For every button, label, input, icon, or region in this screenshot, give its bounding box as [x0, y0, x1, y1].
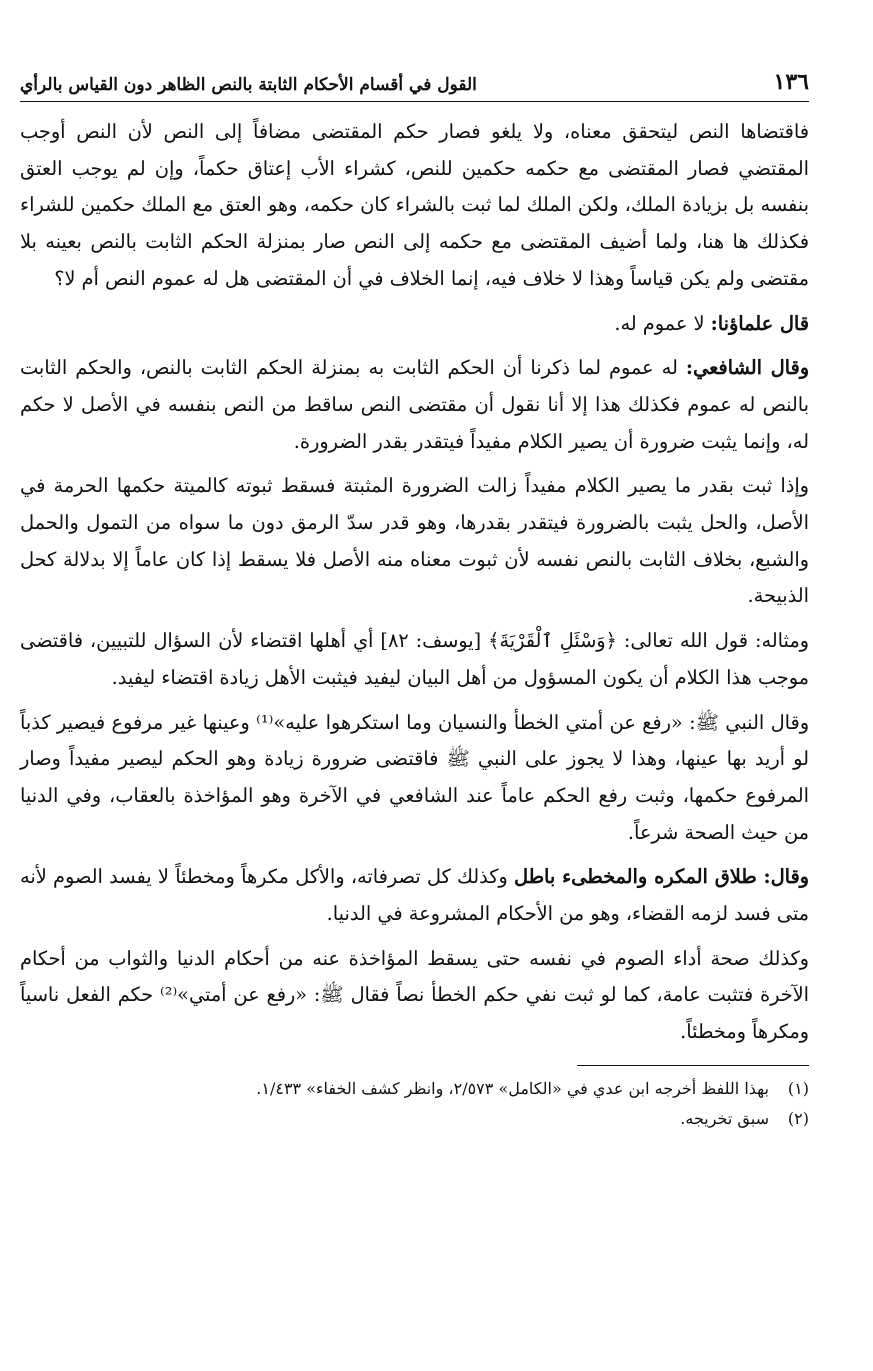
page-number: ١٣٦	[773, 69, 809, 95]
body-text	[20, 114, 809, 1051]
paragraph: وقال: طلاق المكره والمخطىء باطل وكذلك كل تصرفاته، والأكل مكرهاً ومخطئاً لا يفسد الصوم لأنه متى فسد لزمه القضاء، وهو من الأحكام المشروعة في الدنيا.	[20, 865, 809, 926]
paragraph: ومثاله: قول الله تعالى: ﴿وَسْئَلِ ٱلْقَرْيَةَ﴾ [يوسف: ٨٢] أي أهلها اقتضاء لأن السؤال للتبيين، فاقتضى موجب هذا الكلام أن يكون المسؤول من أهل البيان ليفيد فيثبت الأهل زيادة اقتضاء ليفيد.	[20, 629, 809, 689]
paragraph: وقال النبي ﷺ: «رفع عن أمتي الخطأ والنسيان وما استكرهوا عليه»⁽¹⁾ وعينها غير مرفوع فيصير كذباً لو أريد بها عينها، وهذا لا يجوز على النبي ﷺ فاقتضى ضرورة زيادة وهو الحكم ليصير مفيداً وصار المرفوع حكمها، وثبت رفع الحكم عاماً عند الشافعي في الآخرة وهو المؤاخذة بالعقاب، وفي الدنيا من حيث الصحة شرعاً.	[20, 710, 810, 844]
page-header	[20, 64, 809, 102]
paragraph: قال علماؤنا: لا عموم له.	[614, 311, 809, 335]
footnote-separator	[577, 1065, 809, 1066]
paragraph-lead: قال علماؤنا:	[710, 311, 809, 335]
footnote-text: بهذا اللفظ أخرجه ابن عدي في «الكامل» ٢/٥٧٣، وانظر كشف الخفاء» ١/٤٣٣.	[256, 1078, 769, 1098]
footnote	[20, 1104, 809, 1134]
paragraph: وقال الشافعي: له عموم لما ذكرنا أن الحكم الثابت به بمنزلة الحكم الثابت بالنص، والحكم الثابت بالنص له عموم فكذلك هذا إلا أنا نقول أن مقتضى النص ساقط من النص بنفسه في الأصل لا حكم له، وإنما يثبت ضرورة أن يصير الكلام مفيداً فيتقدر بقدر الضرورة.	[20, 356, 810, 453]
paragraph-lead: وقال: طلاق المكره والمخطىء باطل	[514, 865, 809, 889]
paragraph: وإذا ثبت بقدر ما يصير الكلام مفيداً زالت الضرورة المثبتة فسقط ثبوته كالميتة حكمها الحرمة في الأصل، والحل يثبت بالضرورة فيتقدر بقدرها، وهو قدر سدّ الرمق دون ما سواه من التمول والحمل والشبع، بخلاف الثابت بالنص نفسه لأن ثبوت معناه منه الأصل فلا يسقط إذا كان عاماً إلا بدلالة كحل الذبيحة.	[20, 474, 809, 608]
footnotes	[20, 1074, 809, 1134]
footnote-text: سبق تخريجه.	[680, 1108, 769, 1128]
paragraph-lead: وقال الشافعي:	[685, 356, 810, 380]
paragraph: وكذلك صحة أداء الصوم في نفسه حتى يسقط المؤاخذة عنه من أحكام الدنيا والثواب من أحكام الآخرة فتثبت عامة، كما لو ثبت نفي حكم الخطأ نصاً فقال ﷺ: «رفع عن أمتي»⁽²⁾ حكم الفعل ناسياً ومكرهاً ومخطئاً.	[20, 946, 809, 1044]
running-title: القول في أقسام الأحكام الثابتة بالنص الظاهر دون القياس بالرأي	[20, 75, 477, 95]
footnote	[20, 1074, 809, 1104]
footnote-mark: (٢)	[787, 1108, 809, 1128]
paragraph: فاقتضاها النص ليتحقق معناه، ولا يلغو فصار حكم المقتضى مضافاً إلى النص لأن النص أوجب المقتضي فصار المقتضى مع حكمه حكمين للنص، كشراء الأب إعتاق حكماً، وإن لم يوجب العتق بنفسه بل بزيادة الملك، ولكن الملك لما ثبت بالشراء كان حكمه، وهو العتق مع الملك حكمين للشراء فكذلك ها هنا، ولما أضيف المقتضى مع حكمه إلى النص صار بمنزلة الحكم الثابت بالنص بعينه بلا مقتضى ولم يكن قياساً وهذا لا خلاف فيه، إنما الخلاف في أن المقتضى هل له عموم النص أم لا؟	[20, 120, 809, 290]
footnote-mark: (١)	[787, 1078, 809, 1098]
